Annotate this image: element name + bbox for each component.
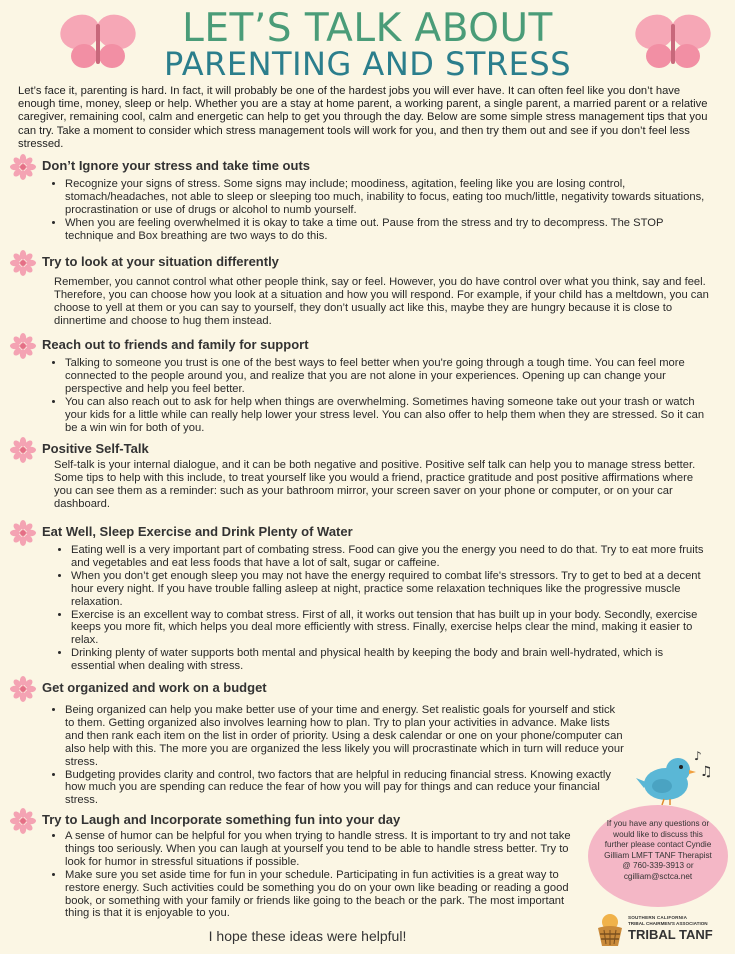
section-title: Reach out to friends and family for support <box>42 337 309 352</box>
section-reach-out <box>10 335 725 434</box>
section-title: Don’t Ignore your stress and take time outs <box>42 158 310 173</box>
section-stress-timeouts <box>10 156 725 243</box>
contact-email: cgilliam@sctca.net <box>623 871 693 881</box>
list-item: • Talking to someone you trust is one of the best ways to feel better when you're going through a tough time. You can feel more connected to the people around you, and realize that you are not alone in your experiences. Opening up can change your perspective and help you feel better. <box>65 357 714 396</box>
flower-icon <box>10 250 36 276</box>
section-title: Positive Self-Talk <box>42 441 149 456</box>
section-title: Try to Laugh and Incorporate something fun into your day <box>42 812 401 827</box>
flower-icon <box>10 437 36 463</box>
section-organized-budget <box>10 678 725 807</box>
list-item: • Make sure you set aside time for fun in your schedule. Participating in fun activities is a great way to restore energy. Such activities could be something you do on your own like beading or reading a good book, or something with your family or friends like going to the beach or the park. The most important thing is that it is enjoyable to you. <box>65 869 584 921</box>
list-item: • You can also reach out to ask for help when things are overwhelming. Sometimes having someone take out your trash or watch your kids for a little while can really help lower your stress level. You can also offer to help them when they are stressed. So it can be a win win for both of you. <box>65 396 714 435</box>
list-item: • Budgeting provides clarity and control, two factors that are helpful in reducing financial stress. Knowing exactly how much you are spending can reduce the fear of how you will pay for things and can reduce your financial stress. <box>65 769 624 808</box>
list-item: • Being organized can help you make better use of your time and energy. Set realistic goals for yourself and stick to them. Getting organized also involves learning how to plan. Try to plan your activities in advance. Make lists and then rank each item on the list in order of priority. Using a desk calendar or one on your phone/computer can also help with this. The more you are organized the less likely you will procrastinate which in turn will reduce your stress. <box>65 704 624 769</box>
bird-icon <box>634 748 714 808</box>
section-paragraph: Self-talk is your internal dialogue, and it can be both negative and positive. Positive self talk can help you to manage stress better. Some tips to help with this include, to treat yourself like you would a friend, practice gratitude and post positive affirmations where you can see them as a reminder: such as your bathroom mirror, your screen saver on your phone or computer, or on your car dashboard. <box>54 459 696 510</box>
flower-icon <box>10 676 36 702</box>
list-item: • When you are feeling overwhelmed it is okay to take a time out. Pause from the stress and try to decompress. The STOP technique and Box breathing are two ways to do this. <box>65 217 714 243</box>
flower-icon <box>10 154 36 180</box>
section-self-talk <box>10 439 725 511</box>
flower-icon <box>10 333 36 359</box>
svg-text:♫: ♫ <box>700 764 713 780</box>
list-item: • Recognize your signs of stress. Some signs may include; moodiness, agitation, feeling like you are losing control, stomach/headaches, not able to sleep or sleeping too much, inability to focus, eating too much/little, negativity towards situations, procrastination or use of drugs or alcohol to numb yourself. <box>65 178 714 217</box>
section-look-differently <box>10 252 725 328</box>
flower-icon <box>10 520 36 546</box>
list-item: • Exercise is an excellent way to combat stress. First of all, it works out tension that has built up in your body. Secondly, exercise keeps you more fit, which helps you deal more efficiently with stress. Finally, exercise helps clear the mind, making it easier to relax. <box>71 609 710 648</box>
closing-message: I hope these ideas were helpful! <box>208 928 407 944</box>
section-eat-sleep-exercise <box>10 522 725 673</box>
tribal-tanf-logo: SOUTHERN CALIFORNIA TRIBAL CHAIRMEN'S ASSOCIATION TRIBAL TANF <box>594 912 734 950</box>
page-subtitle: PARENTING AND STRESS <box>164 45 571 83</box>
section-title: Eat Well, Sleep Exercise and Drink Plenty of Water <box>42 524 353 539</box>
section-title: Try to look at your situation differently <box>42 254 279 269</box>
page-title: LET’S TALK ABOUT <box>182 6 553 51</box>
section-title: Get organized and work on a budget <box>42 680 267 695</box>
svg-text:♪: ♪ <box>694 749 702 763</box>
list-item: • A sense of humor can be helpful for you when trying to handle stress. It is important to try and not take things too seriously. When you can laugh at yourself you tend to be able to handle stress better. Try to look for humor in stressful situations if possible. <box>65 830 584 869</box>
list-item: • Drinking plenty of water supports both mental and physical health by keeping the body and brain well-hydrated, which is essential when dealing with stress. <box>71 647 710 673</box>
flower-icon <box>10 808 36 834</box>
section-paragraph: Remember, you cannot control what other people think, say or feel. However, you do have control over what you think, say and feel. Therefore, you can choose how you look at a situation and how you will respond. For example, if your child has a meltdown, you can choose to yell at them or you can say to yourself, they don’t usually act like this, maybe they are hungry because it is close to dinnertime and choose to hug them instead. <box>54 276 709 327</box>
contact-info: If you have any questions or would like to discuss this further please contact Cyndie Gilliam LMFT TANF Therapist @ 760-339-3913 or cgilliam@sctca.net <box>588 805 728 907</box>
list-item: • Eating well is a very important part of combating stress. Food can give you the energy you need to do that. Try to eat more fruits and vegetables and eat less foods that have a lot of salt, sugar or caffeine. <box>71 544 710 570</box>
intro-paragraph: Let’s face it, parenting is hard. In fact, it will probably be one of the hardest jobs you will ever have. It can often feel like you don’t have enough time, money, sleep or help. Whether you are a stay at home parent, a working parent, a single parent, a married parent or a relative caregiver, remaining cool, calm and energetic can help to get you through the day. Below are some simple stress management tips that you can try. Take a moment to consider which stress management tools will work for you, and then try them out and see if you don’t feel less stressed. <box>18 85 708 150</box>
list-item: • When you don’t get enough sleep you may not have the energy required to combat life's stressors. Try to get to bed at a decent hour every night. If you have trouble falling asleep at night, practice some relaxation techniques like the progressive muscle relaxation. <box>71 570 710 609</box>
